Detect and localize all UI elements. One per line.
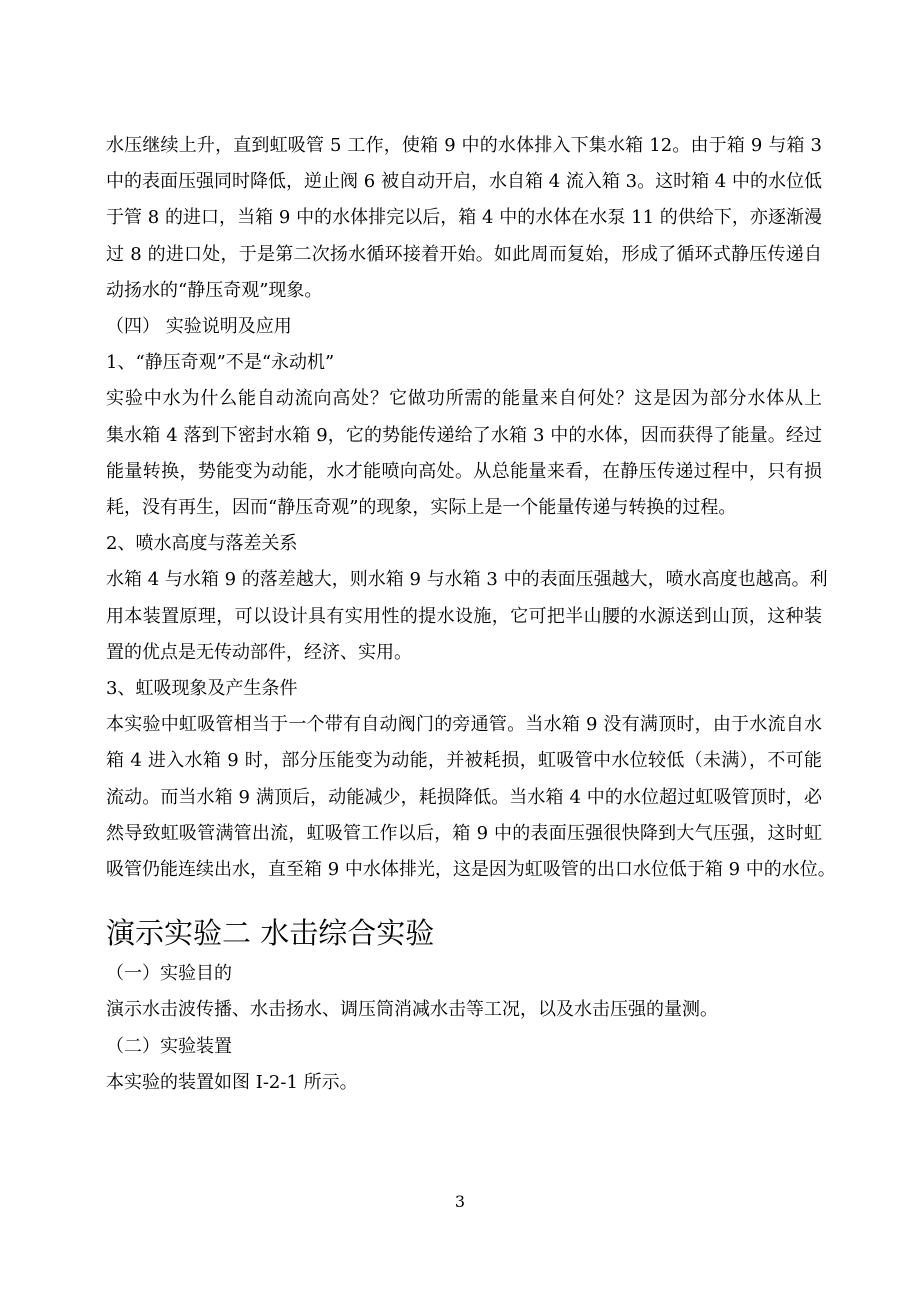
item-heading-siphon: 3、虹吸现象及产生条件 [106, 678, 298, 700]
page-number: 3 [454, 1192, 466, 1211]
text-line: 箱 4 进入水箱 9 时，部分压能变为动能，并被耗损，虹吸管中水位较低（未满），不可能 [106, 750, 822, 772]
text-line: 动扬水的“静压奇观”现象。 [106, 279, 323, 301]
sub-paragraph-apparatus [106, 1065, 822, 1101]
section-title: 演示实验二 水击综合实验 [106, 916, 435, 951]
text-line: 能量转换，势能变为动能，水才能喷向高处。从总能量来看，在静压传递过程中，只有损 [106, 460, 822, 482]
item-heading-spray-height: 2、喷水高度与落差关系 [106, 533, 298, 555]
text-line: 水压继续上升，直到虹吸管 5 工作，使箱 9 中的水体排入下集水箱 12。由于箱 9 与箱 3 [106, 135, 822, 156]
item-heading-not-perpetual-motion: 1、“静压奇观”不是“永动机” [106, 352, 335, 374]
text-line: 然导致虹吸管满管出流，虹吸管工作以后，箱 9 中的表面压强很快降到大气压强，这时虹 [106, 822, 822, 844]
item-paragraph-spray-height [106, 562, 828, 671]
sub-paragraph-purpose [106, 992, 822, 1028]
text-line: 于管 8 的进口，当箱 9 中的水体排完以后，箱 4 中的水体在水泵 11 的供给下，亦逐渐漫 [106, 207, 822, 229]
page-content [106, 128, 836, 1101]
section-heading-experiment-explanation: （四） 实验说明及应用 [106, 316, 292, 338]
intro-paragraph [106, 128, 822, 309]
text-line: 中的表面压强同时降低，逆止阀 6 被自动开启，水自箱 4 流入箱 3。这时箱 4 中的水位低 [106, 171, 822, 193]
item-paragraph-siphon [106, 707, 836, 888]
spacer [106, 888, 822, 913]
text-line: 演示水击波传播、水击扬水、调压筒消减水击等工况，以及水击压强的量测。 [106, 999, 718, 1021]
text-line: 过 8 的进口处，于是第二次扬水循环接着开始。如此周而复始，形成了循环式静压传递自 [106, 243, 822, 265]
text-line: 吸管仍能连续出水，直至箱 9 中水体排光，这是因为虹吸管的出口水位低于箱 9 中的水位。 [106, 859, 836, 881]
text-line: 置的优点是无传动部件，经济、实用。 [106, 641, 412, 663]
sub-heading-purpose: （一）实验目的 [106, 963, 232, 985]
text-line: 耗，没有再生，因而“静压奇观”的现象，实际上是一个能量传递与转换的过程。 [106, 497, 737, 519]
text-line: 实验中水为什么能自动流向高处？它做功所需的能量来自何处？这是因为部分水体从上 [106, 388, 822, 410]
text-line: 用本装置原理，可以设计具有实用性的提水设施，它可把半山腰的水源送到山顶，这种装 [106, 605, 822, 627]
text-line: 水箱 4 与水箱 9 的落差越大，则水箱 9 与水箱 3 中的表面压强越大，喷水高度也越高。利 [106, 569, 828, 591]
text-line: 本实验的装置如图 I-2-1 所示。 [106, 1071, 358, 1093]
item-paragraph-not-perpetual-motion [106, 381, 822, 526]
text-line: 流动。而当水箱 9 满顶后，动能减少，耗损降低。当水箱 4 中的水位超过虹吸管顶时，必 [106, 786, 822, 808]
text-line: 本实验中虹吸管相当于一个带有自动阀门的旁通管。当水箱 9 没有满顶时，由于水流自水 [106, 714, 822, 736]
sub-heading-apparatus: （二）实验装置 [106, 1035, 232, 1057]
text-line: 集水箱 4 落到下密封水箱 9，它的势能传递给了水箱 3 中的水体，因而获得了能量。经过 [106, 424, 822, 446]
